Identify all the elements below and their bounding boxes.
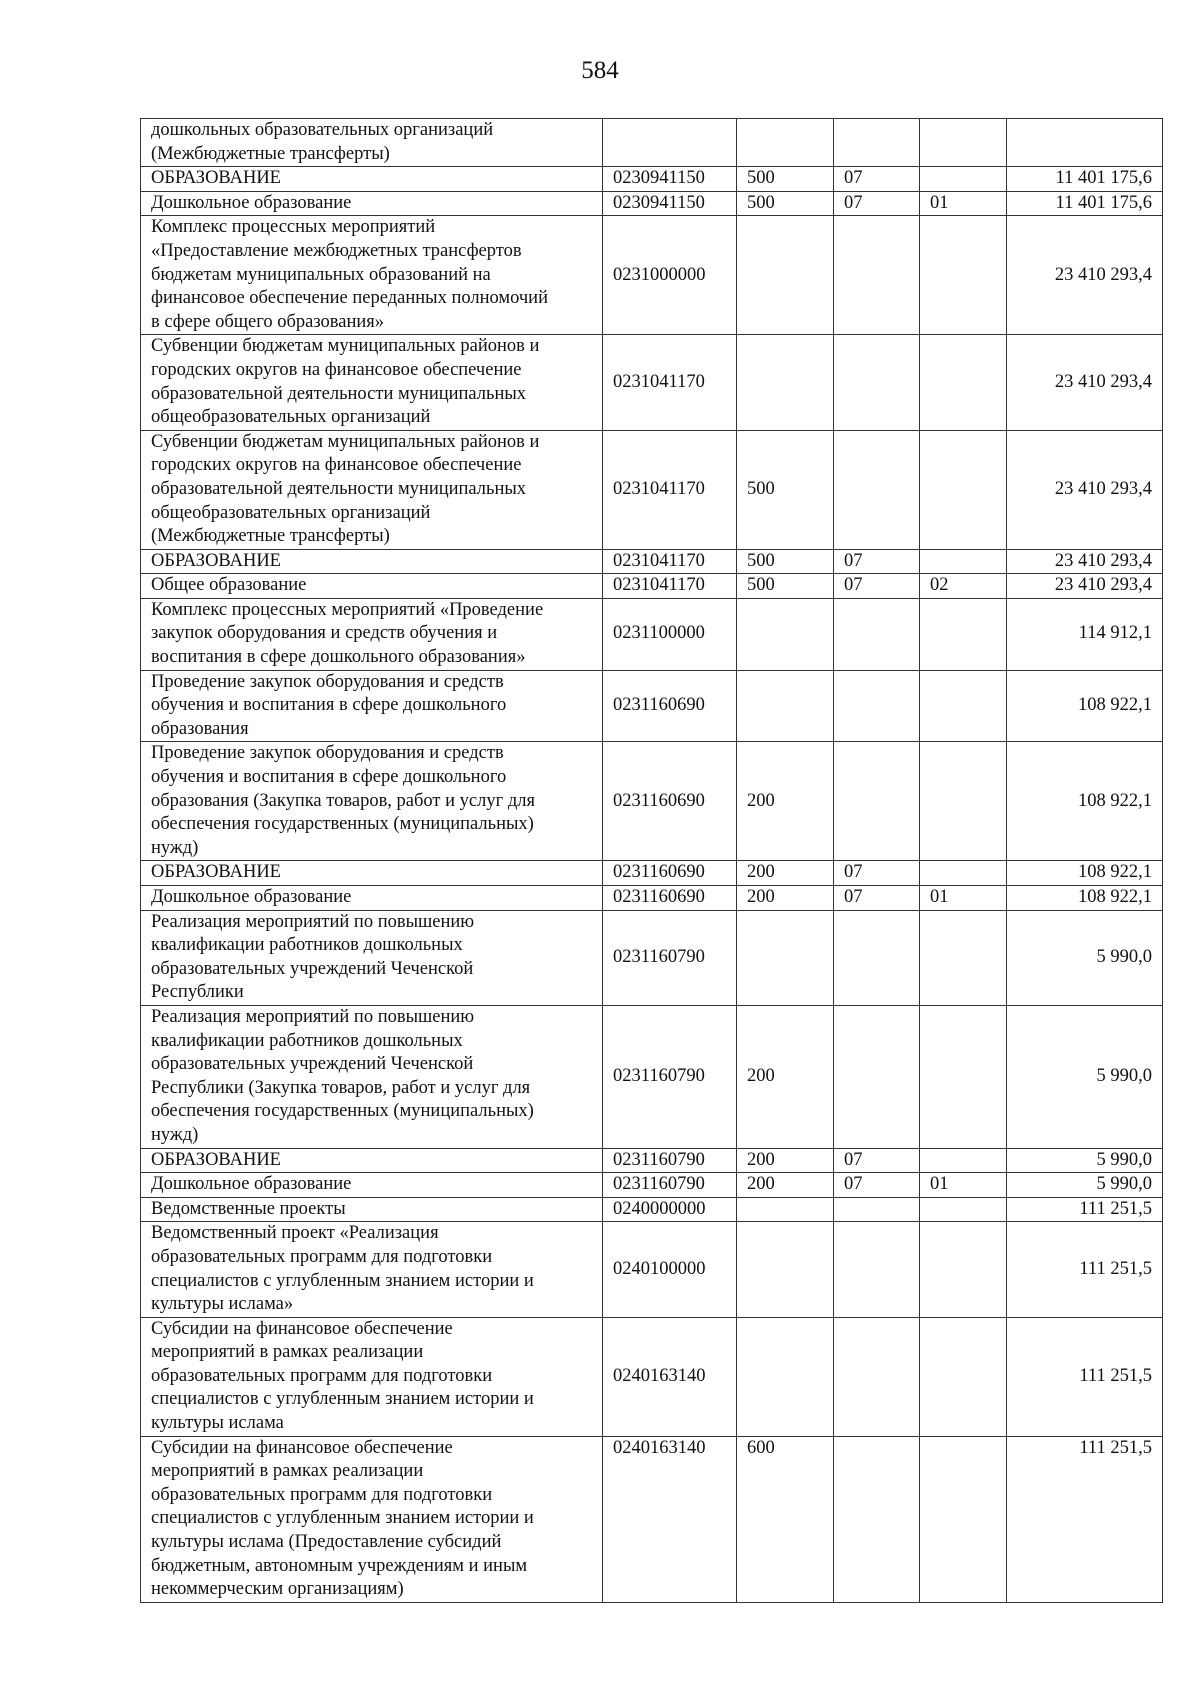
row-vr-cell: 500: [737, 167, 834, 192]
row-sum-cell: 114 912,1: [1007, 598, 1163, 670]
table-row: [141, 910, 1163, 1005]
table-row: [141, 430, 1163, 549]
row-name-cell: ОБРАЗОВАНИЕ: [141, 861, 603, 886]
row-name-cell: Проведение закупок оборудования и средств обучения и воспитания в сфере дошкольного образования (Закупка товаров, работ и услуг для обеспечения государственных (муниципальных) нужд): [141, 742, 603, 861]
row-vr-cell: [737, 670, 834, 742]
row-vr-cell: [737, 598, 834, 670]
row-sum-cell: 5 990,0: [1007, 1173, 1163, 1198]
table-row: [141, 1317, 1163, 1436]
row-pr-cell: [920, 549, 1007, 574]
row-code-cell: 0231160790: [603, 1173, 737, 1198]
row-vr-cell: 200: [737, 1148, 834, 1173]
row-name-cell: Дошкольное образование: [141, 191, 603, 216]
row-rz-cell: 07: [834, 1148, 920, 1173]
row-rz-cell: [834, 910, 920, 1005]
row-sum-cell: 111 251,5: [1007, 1317, 1163, 1436]
row-code-cell: 0230941150: [603, 191, 737, 216]
row-sum-cell: 23 410 293,4: [1007, 549, 1163, 574]
table-row: [141, 167, 1163, 192]
row-rz-cell: [834, 1197, 920, 1222]
row-code-cell: 0231160790: [603, 910, 737, 1005]
table-row: [141, 191, 1163, 216]
row-sum-cell: 5 990,0: [1007, 1148, 1163, 1173]
row-vr-cell: 500: [737, 191, 834, 216]
row-name-cell: Комплекс процессных мероприятий «Предоставление межбюджетных трансфертов бюджетам муниципальных образований на финансовое обеспечение переданных полномочий в сфере общего образования»: [141, 216, 603, 335]
row-sum-cell: 111 251,5: [1007, 1436, 1163, 1602]
row-name-cell: ОБРАЗОВАНИЕ: [141, 167, 603, 192]
row-sum-cell: 11 401 175,6: [1007, 191, 1163, 216]
row-pr-cell: [920, 216, 1007, 335]
row-sum-cell: [1007, 119, 1163, 167]
row-rz-cell: 07: [834, 861, 920, 886]
row-pr-cell: 02: [920, 574, 1007, 599]
row-sum-cell: 108 922,1: [1007, 886, 1163, 911]
row-pr-cell: [920, 167, 1007, 192]
row-name-cell: Проведение закупок оборудования и средств обучения и воспитания в сфере дошкольного образования: [141, 670, 603, 742]
row-pr-cell: [920, 1222, 1007, 1317]
table-row: [141, 1005, 1163, 1148]
row-vr-cell: 500: [737, 574, 834, 599]
row-vr-cell: 200: [737, 1005, 834, 1148]
row-rz-cell: 07: [834, 549, 920, 574]
row-code-cell: 0231160690: [603, 742, 737, 861]
row-rz-cell: [834, 216, 920, 335]
row-pr-cell: [920, 1197, 1007, 1222]
table-row: [141, 598, 1163, 670]
row-rz-cell: 07: [834, 886, 920, 911]
row-code-cell: 0240100000: [603, 1222, 737, 1317]
row-pr-cell: [920, 670, 1007, 742]
row-name-cell: Субсидии на финансовое обеспечение мероприятий в рамках реализации образовательных программ для подготовки специалистов с углубленным знанием истории и культуры ислама (Предоставление субсидий бюджетным, автономным учреждениям и иным некоммерческим организациям): [141, 1436, 603, 1602]
row-rz-cell: [834, 335, 920, 430]
row-code-cell: 0231041170: [603, 335, 737, 430]
row-sum-cell: 23 410 293,4: [1007, 335, 1163, 430]
row-rz-cell: [834, 742, 920, 861]
row-name-cell: Дошкольное образование: [141, 1173, 603, 1198]
row-name-cell: Дошкольное образование: [141, 886, 603, 911]
row-vr-cell: 500: [737, 430, 834, 549]
row-rz-cell: 07: [834, 574, 920, 599]
table-row: [141, 670, 1163, 742]
row-name-cell: дошкольных образовательных организаций (Межбюджетные трансферты): [141, 119, 603, 167]
table-row: [141, 335, 1163, 430]
table-row: [141, 216, 1163, 335]
page-number: 584: [581, 57, 619, 84]
row-name-cell: Ведомственный проект «Реализация образовательных программ для подготовки специалистов с углубленным знанием истории и культуры ислама»: [141, 1222, 603, 1317]
row-rz-cell: [834, 119, 920, 167]
table-row: [141, 1173, 1163, 1198]
row-vr-cell: [737, 335, 834, 430]
row-vr-cell: 500: [737, 549, 834, 574]
row-pr-cell: 01: [920, 191, 1007, 216]
budget-table: [140, 118, 1163, 1603]
row-vr-cell: 600: [737, 1436, 834, 1602]
row-code-cell: 0231160690: [603, 886, 737, 911]
row-code-cell: 0231041170: [603, 574, 737, 599]
row-pr-cell: [920, 1005, 1007, 1148]
row-sum-cell: 108 922,1: [1007, 670, 1163, 742]
row-rz-cell: 07: [834, 191, 920, 216]
row-pr-cell: [920, 910, 1007, 1005]
row-vr-cell: [737, 119, 834, 167]
row-pr-cell: 01: [920, 1173, 1007, 1198]
row-code-cell: 0231160690: [603, 861, 737, 886]
row-name-cell: Комплекс процессных мероприятий «Проведение закупок оборудования и средств обучения и воспитания в сфере дошкольного образования»: [141, 598, 603, 670]
table-row: [141, 1197, 1163, 1222]
row-pr-cell: [920, 742, 1007, 861]
row-rz-cell: [834, 1317, 920, 1436]
row-pr-cell: [920, 430, 1007, 549]
row-rz-cell: [834, 1222, 920, 1317]
row-sum-cell: 23 410 293,4: [1007, 574, 1163, 599]
row-code-cell: 0231000000: [603, 216, 737, 335]
row-pr-cell: [920, 1317, 1007, 1436]
row-code-cell: 0240000000: [603, 1197, 737, 1222]
row-pr-cell: [920, 119, 1007, 167]
row-code-cell: 0230941150: [603, 167, 737, 192]
row-vr-cell: [737, 1317, 834, 1436]
table-row: [141, 886, 1163, 911]
table-row: [141, 1148, 1163, 1173]
row-name-cell: Субвенции бюджетам муниципальных районов и городских округов на финансовое обеспечение образовательной деятельности муниципальных общеобразовательных организаций: [141, 335, 603, 430]
row-code-cell: 0231100000: [603, 598, 737, 670]
row-name-cell: Реализация мероприятий по повышению квалификации работников дошкольных образовательных учреждений Чеченской Республики: [141, 910, 603, 1005]
row-sum-cell: 108 922,1: [1007, 742, 1163, 861]
row-rz-cell: [834, 430, 920, 549]
row-name-cell: Субсидии на финансовое обеспечение мероприятий в рамках реализации образовательных программ для подготовки специалистов с углубленным знанием истории и культуры ислама: [141, 1317, 603, 1436]
row-name-cell: ОБРАЗОВАНИЕ: [141, 549, 603, 574]
row-code-cell: 0231160790: [603, 1005, 737, 1148]
row-code-cell: [603, 119, 737, 167]
row-code-cell: 0240163140: [603, 1436, 737, 1602]
row-pr-cell: [920, 598, 1007, 670]
row-rz-cell: [834, 598, 920, 670]
row-sum-cell: 5 990,0: [1007, 910, 1163, 1005]
row-rz-cell: [834, 670, 920, 742]
row-rz-cell: [834, 1005, 920, 1148]
row-pr-cell: [920, 335, 1007, 430]
row-vr-cell: 200: [737, 742, 834, 861]
row-vr-cell: 200: [737, 1173, 834, 1198]
table-row: [141, 119, 1163, 167]
row-vr-cell: [737, 1222, 834, 1317]
row-rz-cell: [834, 1436, 920, 1602]
row-vr-cell: [737, 216, 834, 335]
table-row: [141, 1222, 1163, 1317]
row-sum-cell: 111 251,5: [1007, 1222, 1163, 1317]
table-row: [141, 742, 1163, 861]
row-sum-cell: 5 990,0: [1007, 1005, 1163, 1148]
row-pr-cell: [920, 861, 1007, 886]
row-sum-cell: 111 251,5: [1007, 1197, 1163, 1222]
table-row: [141, 1436, 1163, 1602]
row-sum-cell: 108 922,1: [1007, 861, 1163, 886]
table-row: [141, 549, 1163, 574]
row-pr-cell: [920, 1148, 1007, 1173]
row-code-cell: 0240163140: [603, 1317, 737, 1436]
row-vr-cell: 200: [737, 861, 834, 886]
row-code-cell: 0231160690: [603, 670, 737, 742]
row-vr-cell: 200: [737, 886, 834, 911]
row-name-cell: Общее образование: [141, 574, 603, 599]
row-name-cell: Ведомственные проекты: [141, 1197, 603, 1222]
row-pr-cell: [920, 1436, 1007, 1602]
row-code-cell: 0231041170: [603, 549, 737, 574]
row-sum-cell: 23 410 293,4: [1007, 216, 1163, 335]
row-name-cell: Реализация мероприятий по повышению квалификации работников дошкольных образовательных учреждений Чеченской Республики (Закупка товаров, работ и услуг для обеспечения государственных (муниципальных) нужд): [141, 1005, 603, 1148]
row-vr-cell: [737, 910, 834, 1005]
table-row: [141, 574, 1163, 599]
table-row: [141, 861, 1163, 886]
row-sum-cell: 11 401 175,6: [1007, 167, 1163, 192]
row-rz-cell: 07: [834, 1173, 920, 1198]
row-pr-cell: 01: [920, 886, 1007, 911]
row-code-cell: 0231160790: [603, 1148, 737, 1173]
row-rz-cell: 07: [834, 167, 920, 192]
row-name-cell: Субвенции бюджетам муниципальных районов и городских округов на финансовое обеспечение образовательной деятельности муниципальных общеобразовательных организаций (Межбюджетные трансферты): [141, 430, 603, 549]
row-sum-cell: 23 410 293,4: [1007, 430, 1163, 549]
row-code-cell: 0231041170: [603, 430, 737, 549]
row-name-cell: ОБРАЗОВАНИЕ: [141, 1148, 603, 1173]
table-body: [141, 119, 1163, 1603]
row-vr-cell: [737, 1197, 834, 1222]
